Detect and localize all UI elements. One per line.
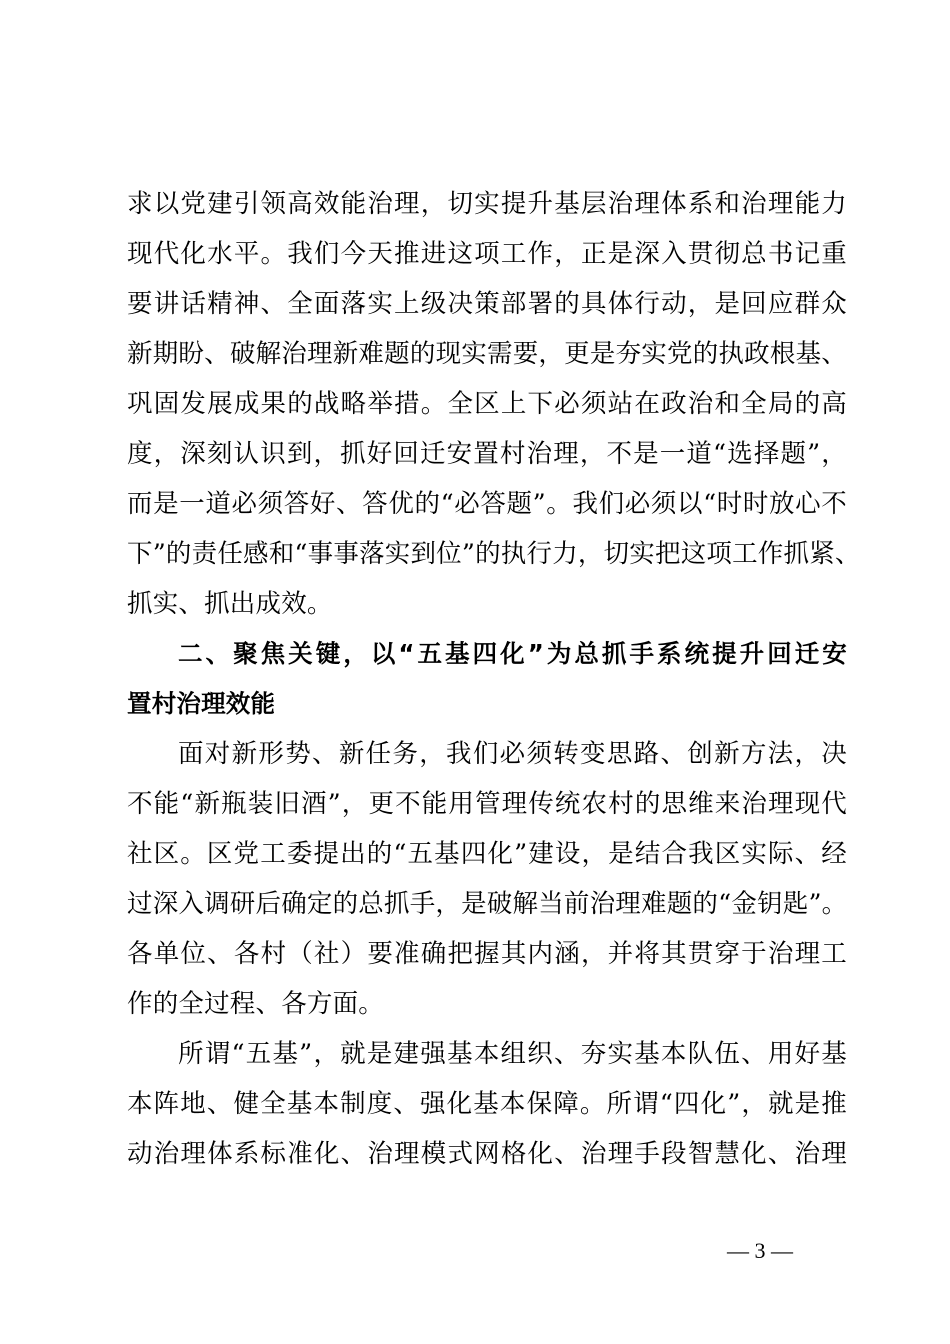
body-text-line: 度，深刻认识到，抓好回迁安置村治理，不是一道“选择题”， <box>127 439 847 469</box>
body-text-line: 所谓“五基”，就是建强基本组织、夯实基本队伍、用好基 <box>178 1039 847 1069</box>
body-text-line: 过深入调研后确定的总抓手，是破解当前治理难题的“金钥匙”。 <box>127 889 848 919</box>
body-text-line: 巩固发展成果的战略举措。全区上下必须站在政治和全局的高 <box>127 389 847 419</box>
body-text-line: 要讲话精神、全面落实上级决策部署的具体行动，是回应群众 <box>127 289 847 319</box>
body-text-line: 面对新形势、新任务，我们必须转变思路、创新方法，决 <box>178 739 847 769</box>
body-text-line: 下”的责任感和“事事落实到位”的执行力，切实把这项工作抓紧、 <box>127 539 861 569</box>
body-text-line: 作的全过程、各方面。 <box>127 989 385 1019</box>
body-text-line: 动治理体系标准化、治理模式网格化、治理手段智慧化、治理 <box>127 1139 847 1169</box>
body-text-line: 各单位、各村（社）要准确把握其内涵，并将其贯穿于治理工 <box>127 939 847 969</box>
body-text-line: 求以党建引领高效能治理，切实提升基层治理体系和治理能力 <box>127 189 847 219</box>
body-text-line: 不能“新瓶装旧酒”，更不能用管理传统农村的思维来治理现代 <box>127 789 847 819</box>
section-heading: 二、聚焦关键，以“五基四化”为总抓手系统提升回迁安 <box>178 639 847 668</box>
body-text-line: 本阵地、健全基本制度、强化基本保障。所谓“四化”，就是推 <box>127 1089 847 1119</box>
body-text-line: 抓实、抓出成效。 <box>127 589 333 619</box>
page-number: — 3 — <box>727 1238 793 1263</box>
section-heading: 置村治理效能 <box>127 689 276 718</box>
body-text-line: 社区。区党工委提出的“五基四化”建设，是结合我区实际、经 <box>127 839 847 869</box>
body-text-line: 新期盼、破解治理新难题的现实需要，更是夯实党的执政根基、 <box>127 339 847 369</box>
body-text-line: 而是一道必须答好、答优的“必答题”。我们必须以“时时放心不 <box>127 489 847 519</box>
body-text-line: 现代化水平。我们今天推进这项工作，正是深入贯彻总书记重 <box>127 239 847 269</box>
